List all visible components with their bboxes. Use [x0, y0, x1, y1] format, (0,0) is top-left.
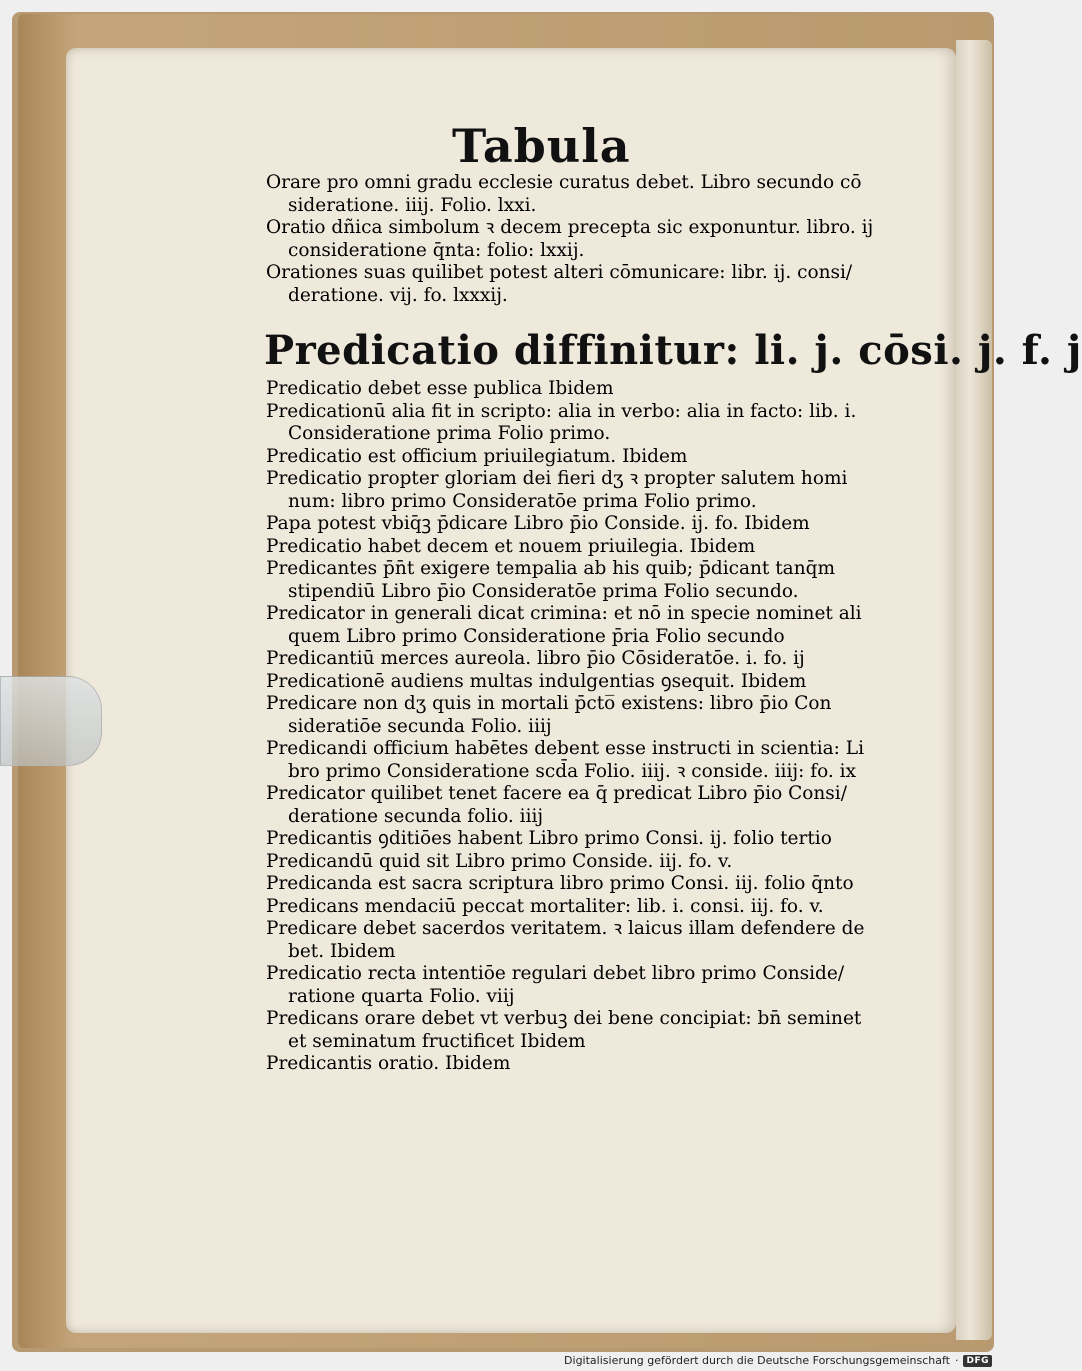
entry-line: Predicare debet sacerdos veritatem. ꝛ laicus illam defendere de [266, 918, 865, 939]
entry-line: Predicans mendaciū peccat mortaliter: lib. i. consi. iij. fo. v. [266, 895, 824, 917]
entry-line: Consideratione prima Folio primo. [288, 423, 611, 444]
entry-line: Predicatio recta intentiōe regulari debet libro primo Conside/ [266, 963, 845, 984]
entry-line: Predicantis ꝯditiōes habent Libro primo Consi. ij. folio tertio [266, 828, 832, 849]
entry-line: deratione secunda folio. iiij [288, 805, 544, 827]
entry-line: Predicatio est officium priuilegiatum. Ibidem [266, 445, 688, 467]
dfg-logo: DFG [963, 1355, 992, 1367]
entry-line: Predicatio propter gloriam dei fieri dʒ ꝛ propter salutem homi [266, 468, 848, 489]
entry-line: Predicantes p̄n̄t exigere tempalia ab his quib; p̄dicant tanq̄m [266, 558, 836, 579]
entry-line: Predicator quilibet tenet facere ea q̄ predicat Libro p̄io Consi/ [266, 783, 847, 804]
footer-text: Digitalisierung gefördert durch die Deutsche Forschungsgemeinschaft [564, 1354, 950, 1367]
entry-line: sideratione. iiij. Folio. lxxi. [288, 194, 537, 216]
entry-line: Predicantiū merces aureola. libro p̄io Cōsideratōe. i. fo. ij [266, 648, 805, 669]
entry-line: consideratione q̄nta: folio: lxxij. [288, 239, 585, 261]
entry-line: Predicandū quid sit Libro primo Conside. iij. fo. v. [266, 850, 733, 872]
entry-line: Predicare non dʒ quis in mortali p̄cto̅ existens: libro p̄io Con [266, 693, 832, 714]
entry-line: stipendiū Libro p̄io Consideratōe prima Folio secundo. [288, 580, 799, 602]
entries-predicatio [266, 378, 864, 1076]
section-heading: Predicatio diffinitur: li. j. cōsi. j. f. j [264, 327, 1082, 374]
entry-line: Predicantis oratio. Ibidem [266, 1053, 511, 1074]
entry-line: Orare pro omni gradu ecclesie curatus debet. Libro secundo cō [266, 172, 862, 193]
entry-line: num: libro primo Consideratōe prima Folio primo. [288, 490, 757, 512]
facing-page-edge [956, 40, 992, 1340]
entry-line: Predicationū alia fit in scripto: alia in verbo: alia in facto: lib. i. [266, 400, 857, 422]
entry-line: ratione quarta Folio. viij [288, 985, 515, 1007]
entry-line: Predicationē audiens multas indulgentias ꝯsequit. Ibidem [266, 670, 807, 692]
footer-separator: · [954, 1354, 959, 1367]
entry-line: bro primo Consideratione scd̄a Folio. iiij. ꝛ conside. iiij: fo. ix [288, 760, 857, 782]
entry-line: Predicandi officium habētes debent esse instructi in scientia: Li [266, 738, 864, 759]
entry-line: Oratio dñica simbolum ꝛ decem precepta sic exponuntur. libro. ij [266, 217, 874, 238]
entry-line: Predicatio debet esse publica Ibidem [266, 378, 614, 399]
entry-line: Predicatio habet decem et nouem priuilegia. Ibidem [266, 535, 756, 557]
entry-line: Papa potest vbiq̄ꝫ p̄dicare Libro p̄io Conside. ij. fo. Ibidem [266, 513, 810, 534]
entry-line: Predicanda est sacra scriptura libro primo Consi. iij. folio q̄nto [266, 873, 854, 894]
footer [564, 1354, 992, 1367]
entry-line: Predicans orare debet vt verbuꝫ dei bene concipiat: bn̄ seminet [266, 1008, 862, 1029]
entry-line: quem Libro primo Consideratione p̄ria Folio secundo [288, 625, 785, 647]
entry-line: bet. Ibidem [288, 940, 396, 962]
entry-line: Predicator in generali dicat crimina: et nō in specie nominet ali [266, 603, 862, 624]
entry-line: et seminatum fructificet Ibidem [288, 1030, 586, 1052]
page-heading: Tabula [452, 119, 631, 173]
entries-orare [266, 172, 873, 307]
page-clip [0, 676, 102, 766]
entry-line: sideratiōe secunda Folio. iiij [288, 715, 552, 737]
entry-line: deratione. vij. fo. lxxxij. [288, 284, 508, 306]
entry-line: Orationes suas quilibet potest alteri cōmunicare: libr. ij. consi/ [266, 262, 853, 283]
